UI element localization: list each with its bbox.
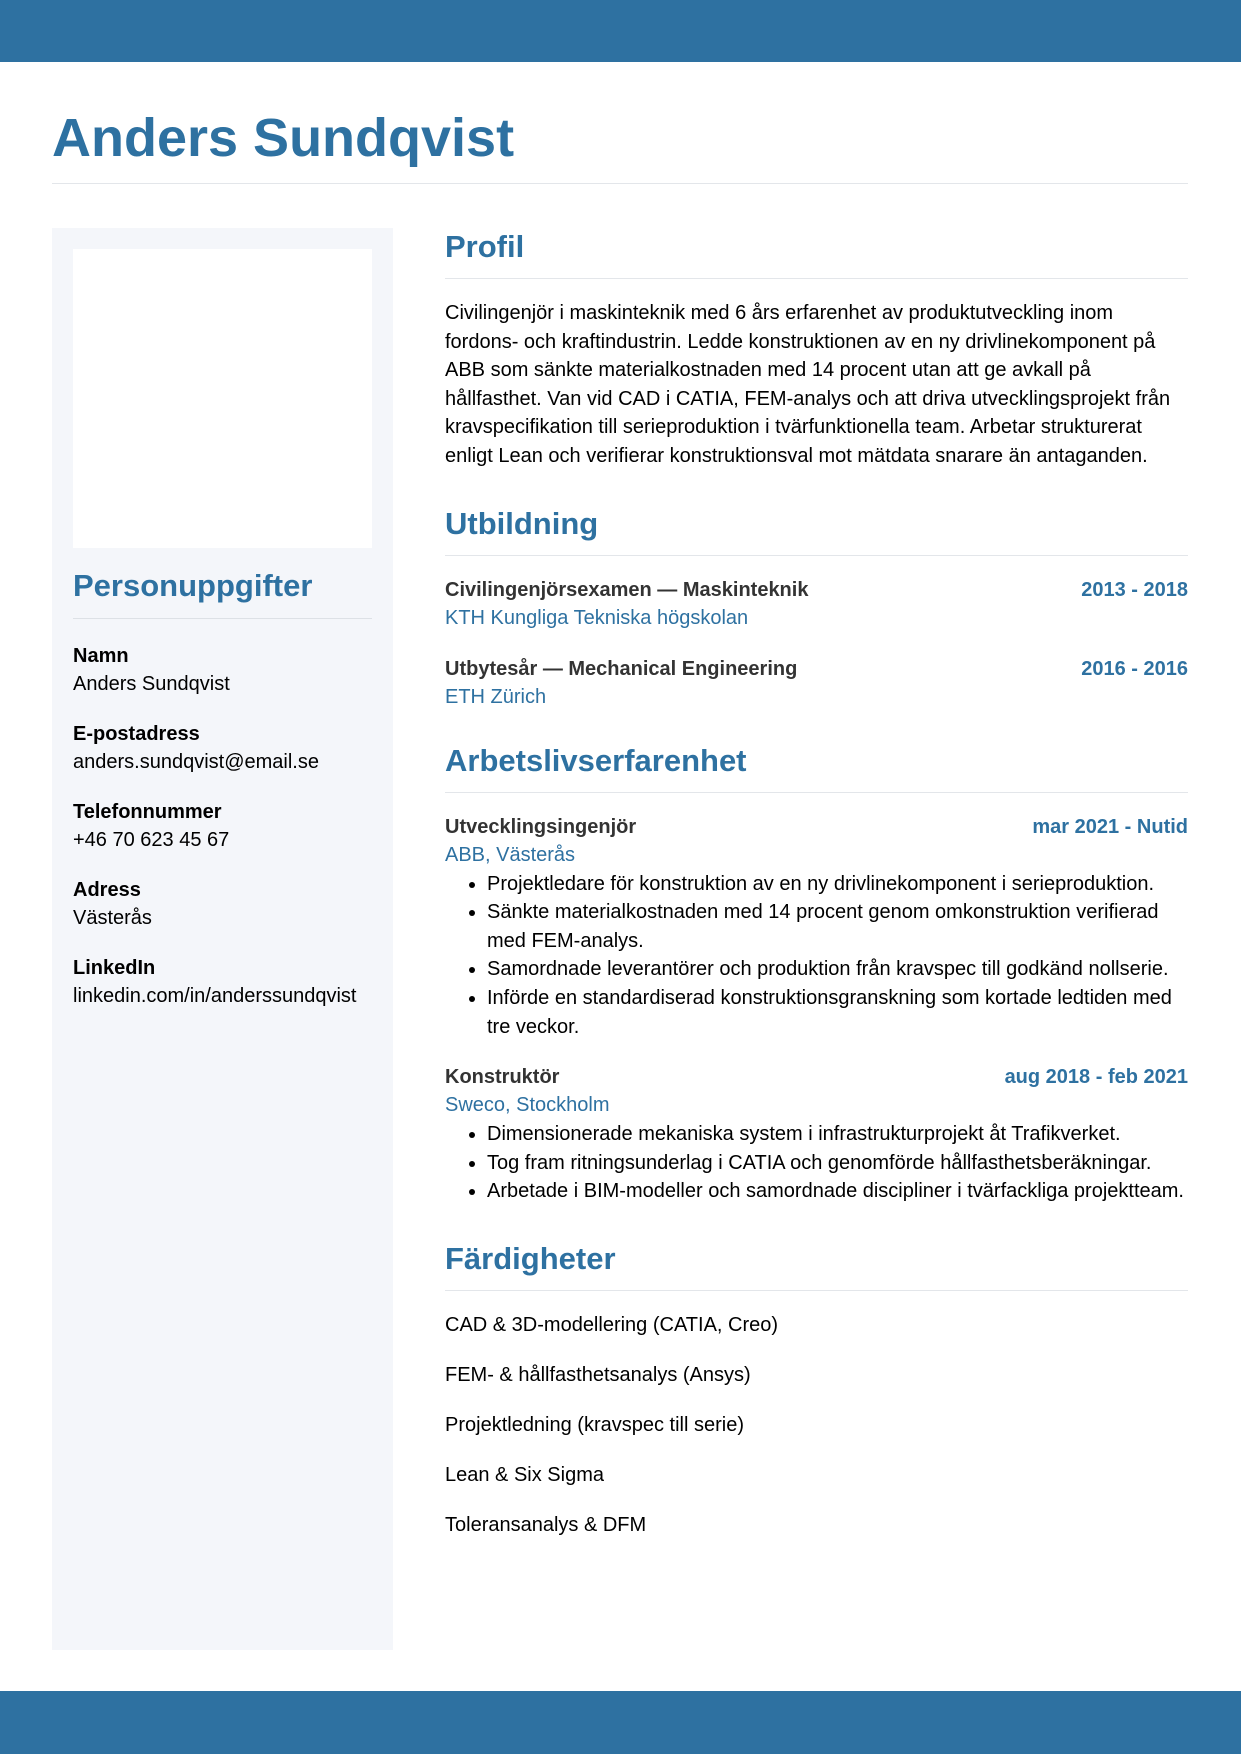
field-phone: [73, 798, 383, 854]
company: Sweco, Stockholm: [445, 1094, 610, 1117]
header-divider: [52, 183, 1188, 184]
section-title-profile: Profil: [445, 229, 525, 264]
profile-section: [445, 224, 1188, 471]
field-name: [73, 642, 383, 698]
field-email: [73, 720, 383, 776]
bottom-banner: [0, 1691, 1241, 1754]
section-divider: [445, 555, 1188, 556]
job-dates: aug 2018 - feb 2021: [1004, 1066, 1188, 1089]
skill-item: Toleransanalys & DFM: [445, 1513, 647, 1536]
field-label: Telefonnummer: [73, 801, 222, 823]
page-title: Anders Sundqvist: [52, 108, 515, 168]
experience-section: [445, 738, 1188, 1206]
bullet-item: • Sänkte materialkostnaden med 14 procent genom omkonstruktion verifierad med FEM-analys.: [487, 898, 1188, 955]
field-value: Västerås: [73, 907, 152, 929]
school: ETH Zürich: [445, 685, 547, 708]
field-value: linkedin.com/in/anderssundqvist: [73, 985, 357, 1007]
job-entry: [445, 813, 1188, 1042]
field-label: Namn: [73, 645, 129, 667]
section-divider: [445, 278, 1188, 279]
profile-photo-placeholder: [73, 249, 372, 548]
skill-item: FEM- & hållfasthetsanalys (Ansys): [445, 1363, 751, 1386]
job-role: Konstruktör: [445, 1066, 560, 1089]
degree: Utbytesår — Mechanical Engineering: [445, 657, 798, 680]
section-divider: [445, 1290, 1188, 1291]
company: ABB, Västerås: [445, 843, 576, 866]
top-banner: [0, 0, 1241, 62]
education-entry: [445, 655, 1188, 712]
personal-info-list: [73, 642, 383, 1032]
field-label: LinkedIn: [73, 957, 156, 979]
school: KTH Kungliga Tekniska högskolan: [445, 606, 749, 629]
sidebar-divider: [73, 618, 372, 619]
field-label: E-postadress: [73, 723, 200, 745]
job-bullets: [445, 870, 1188, 1042]
profile-text: Civilingenjör i maskinteknik med 6 års erfarenhet av produktutveckling inom fordons- och kraftindustrin. Ledde konstruktionen av en ny drivlinekomponent på ABB som sänkte materialkostnaden med 14 procent utan att ge avkall på hållfasthet. Van vid CAD i CATIA, FEM-analys och att driva utvecklingsprojekt från kravspecifikation till serieproduktion i tvärfunktionella team. Arbetar strukturerat enligt Lean och verifierar konstruktionsval mot mätdata snarare än antaganden.: [445, 302, 1171, 467]
field-label: Adress: [73, 879, 141, 901]
bullet-item: • Projektledare för konstruktion av en ny drivlinekomponent i serieproduktion.: [487, 870, 1188, 899]
section-title-skills: Färdigheter: [445, 1240, 616, 1276]
skill-item: Projektledning (kravspec till serie): [445, 1413, 745, 1436]
bullet-item: • Samordnade leverantörer och produktion från kravspec till godkänd nollserie.: [487, 955, 1188, 984]
job-dates: mar 2021 - Nutid: [1032, 815, 1188, 838]
bullet-item: • Dimensionerade mekaniska system i infrastrukturprojekt åt Trafikverket.: [487, 1120, 1188, 1149]
section-title-education: Utbildning: [445, 505, 599, 541]
education-section: [445, 501, 1188, 712]
bullet-item: • Införde en standardiserad konstruktionsgranskning som kortade ledtiden med tre veckor.: [487, 984, 1188, 1041]
field-linkedin: [73, 954, 383, 1010]
personal-info-heading: Personuppgifter: [73, 568, 313, 603]
field-address: [73, 876, 383, 932]
field-value: anders.sundqvist@email.se: [73, 751, 319, 773]
degree: Civilingenjörsexamen — Maskinteknik: [445, 578, 809, 601]
main-content: [445, 224, 1188, 1561]
job-role: Utvecklingsingenjör: [445, 815, 637, 838]
skill-item: CAD & 3D-modellering (CATIA, Creo): [445, 1313, 779, 1336]
education-entry: [445, 576, 1188, 633]
skill-item: Lean & Six Sigma: [445, 1463, 604, 1486]
field-value: Anders Sundqvist: [73, 673, 230, 695]
bullet-item: • Tog fram ritningsunderlag i CATIA och genomförde hållfasthetsberäkningar.: [487, 1149, 1188, 1178]
sidebar: [52, 228, 393, 1650]
bullet-item: • Arbetade i BIM-modeller och samordnade discipliner i tvärfackliga projektteam.: [487, 1177, 1188, 1206]
skills-section: [445, 1236, 1188, 1539]
field-value: +46 70 623 45 67: [73, 829, 230, 851]
section-divider: [445, 792, 1188, 793]
job-entry: [445, 1063, 1188, 1206]
education-dates: 2013 - 2018: [1081, 578, 1188, 601]
section-title-experience: Arbetslivserfarenhet: [445, 742, 747, 778]
education-dates: 2016 - 2016: [1081, 657, 1188, 680]
job-bullets: [445, 1120, 1188, 1206]
